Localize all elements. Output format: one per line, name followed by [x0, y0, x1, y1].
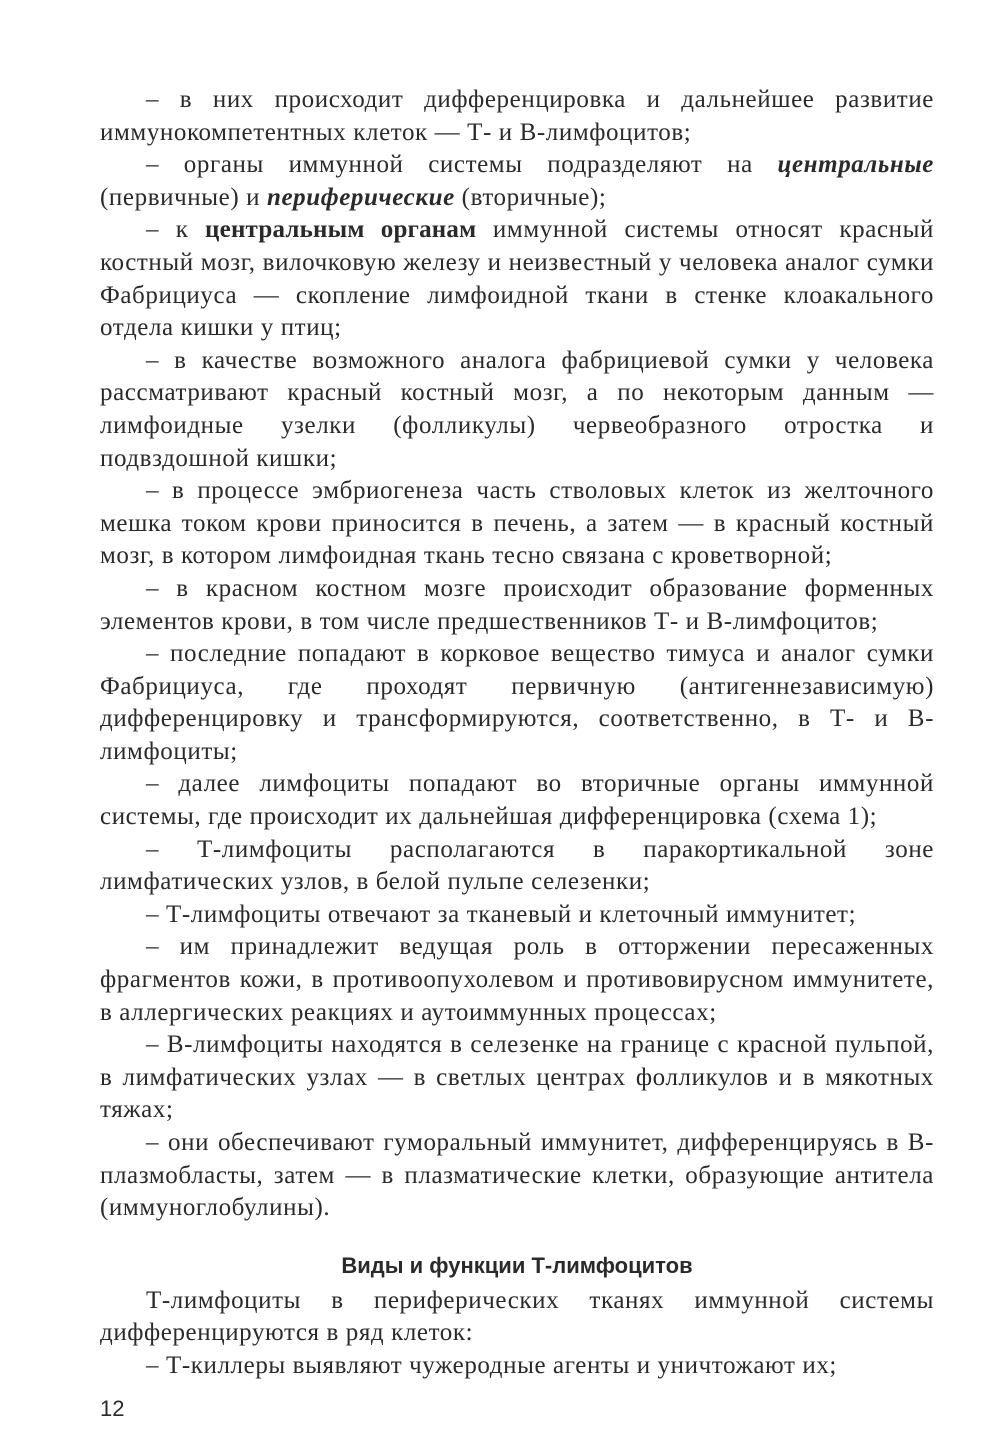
paragraph-1: – в них происходит дифференцировка и дальнейшее развитие иммунокомпетентных клеток — Т- и В-лимфоцитов; [100, 86, 934, 146]
paragraph-3-start: – к [146, 216, 206, 244]
paragraph-2-end: (вторичные); [454, 183, 607, 211]
page-number: 12 [100, 1396, 125, 1421]
paragraph-6: – в красном костном мозге происходит образование форменных элементов крови, в том числе предшественников Т- и В-лимфоцитов; [100, 574, 934, 635]
paragraph-5: – в процессе эмбриогенеза часть стволовых клеток из желточного мешка током крови приносится в печень, а затем — в красный костный мозг, в котором лимфоидная ткань тесно связана с кроветворной; [100, 477, 934, 570]
paragraph-2 [100, 149, 934, 214]
paragraph-4: – в качестве возможного аналога фабрициевой сумки у человека рассматривают красный костный мозг, а по некоторым данным — лимфоидные узелки (фолликулы) червеобразного отростка и подвздошной кишки; [100, 346, 934, 472]
paragraph-11: – им принадлежит ведущая роль в отторжении пересаженных фрагментов кожи, в противоопухолевом и противовирусном иммунитете, в аллергических реакциях и аутоиммунных процессах; [100, 933, 934, 1026]
paragraph-9: – Т-лимфоциты располагаются в паракортикальной зоне лимфатических узлов, в белой пульпе селезенки; [100, 835, 934, 896]
paragraph-2-start: – органы иммунной системы подразделяют на [146, 151, 778, 179]
paragraph-10: – Т-лимфоциты отвечают за тканевый и клеточный иммунитет; [146, 900, 857, 928]
paragraph-3 [100, 214, 934, 344]
body-text [100, 84, 934, 1383]
paragraph-15: – Т-киллеры выявляют чужеродные агенты и уничтожают их; [146, 1351, 837, 1379]
paragraph-14: Т-лимфоциты в периферических тканях иммунной системы дифференцируются в ряд клеток: [100, 1286, 934, 1347]
term-peripheral: периферические [266, 183, 455, 211]
paragraph-13: – они обеспечивают гуморальный иммунитет, дифференцируясь в В-плазмобласты, затем — в плазматические клетки, образующие антитела (иммуноглобулины). [100, 1129, 934, 1222]
term-central-organs: центральным органам [205, 216, 477, 244]
paragraph-7: – последние попадают в корковое вещество тимуса и аналог сумки Фабрициуса, где проходят первичную (антигеннезависимую) дифференцировку и трансформируются, соответственно, в Т- и В-лимфоциты; [100, 640, 934, 765]
term-central: центральные [777, 151, 934, 179]
paragraph-8: – далее лимфоциты попадают во вторичные органы иммунной системы, где происходит их дальнейшая дифференцировка (схема 1); [100, 770, 934, 831]
paragraph-3-end: иммунной системы относят красный костный мозг, вилочковую железу и неизвестный у человека аналог сумки Фабрициуса — скопление лимфоидной ткани в стенке клоакального отдела кишки у птиц; [100, 216, 934, 342]
paragraph-2-middle: (первичные) и [100, 183, 267, 211]
section-heading: Виды и функции Т-лимфоцитов [341, 1252, 693, 1278]
paragraph-12: – В-лимфоциты находятся в селезенке на границе с красной пульпой, в лимфатических узлах — в светлых центрах фолликулов и в мякотных тяжах; [100, 1031, 934, 1124]
